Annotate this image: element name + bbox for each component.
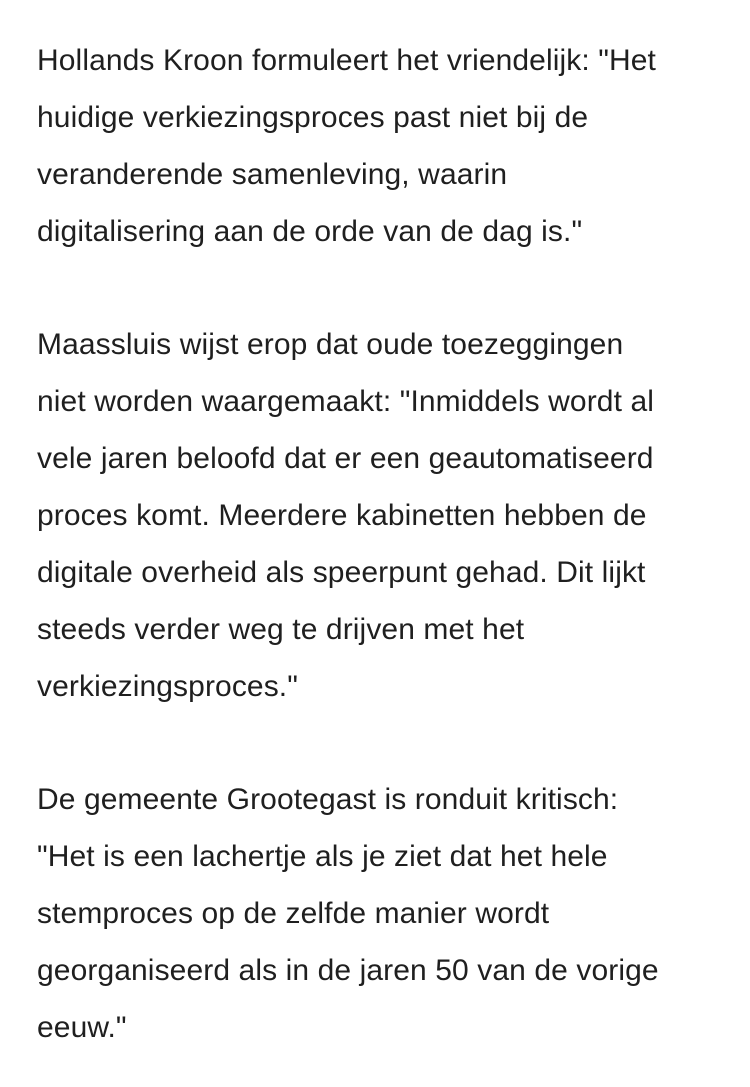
paragraph-hollands-kroon: Hollands Kroon formuleert het vriendelijk: "Het huidige verkiezingsproces past niet bij de veranderende samenleving, waarin digitalisering aan de orde van de dag is." xyxy=(37,44,656,248)
paragraph-maassluis: Maassluis wijst erop dat oude toezeggingen niet worden waargemaakt: "Inmiddels wordt al vele jaren beloofd dat er een geautomatiseerd proces komt. Meerdere kabinetten hebben de digitale overheid als speerpunt gehad. Dit lijkt steeds verder weg te drijven met het verkiezingsproces." xyxy=(37,328,655,703)
paragraph-grootegast: De gemeente Grootegast is ronduit kritisch: "Het is een lachertje als je ziet dat het hele stemproces op de zelfde manier wordt georganiseerd als in de jaren 50 van de vorige eeuw." xyxy=(37,783,659,1044)
